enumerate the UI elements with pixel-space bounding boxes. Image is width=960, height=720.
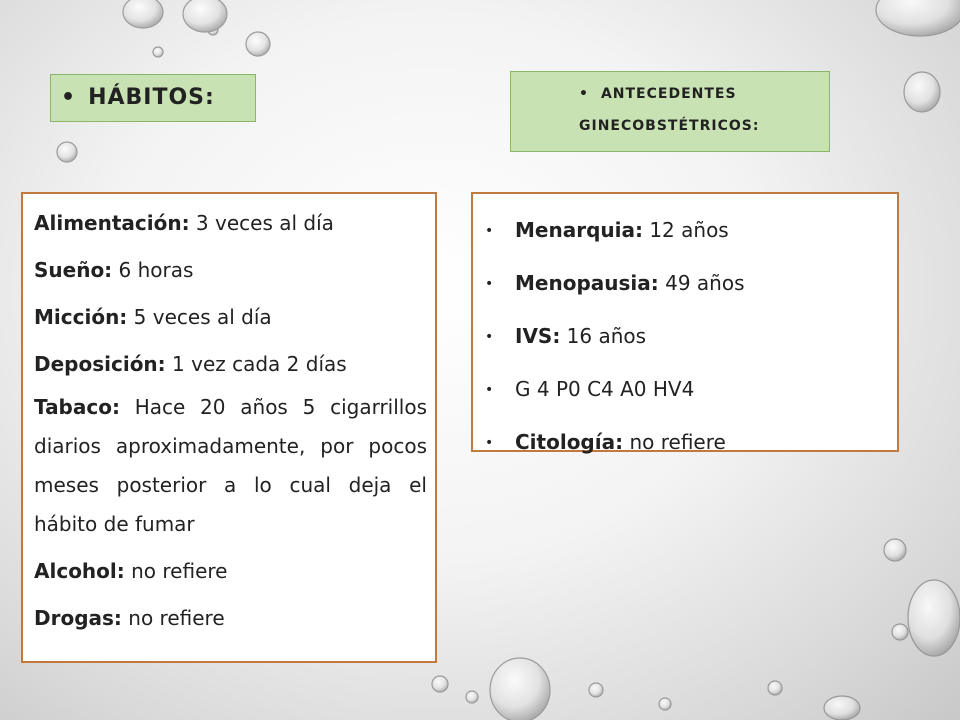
item-value: 16 años (560, 324, 647, 348)
list-item (483, 310, 897, 363)
list-item (483, 416, 897, 469)
list-item (34, 548, 427, 595)
list-item (483, 363, 897, 416)
item-value: 1 vez cada 2 días (165, 352, 347, 376)
item-value: 3 veces al día (189, 211, 334, 235)
list-item (34, 247, 427, 294)
gineco-title-line2: GINECOBSTÉTRICOS: (579, 118, 760, 134)
item-value: 5 veces al día (127, 305, 272, 329)
bullet-icon: • (485, 276, 494, 292)
list-item (483, 204, 897, 257)
item-term: Menarquia: (515, 218, 643, 242)
item-value: 49 años (658, 271, 745, 295)
bullet-icon: • (485, 329, 494, 345)
item-value: no refiere (124, 559, 228, 583)
list-item (34, 595, 427, 642)
gineco-header (510, 71, 830, 152)
item-term: Micción: (34, 305, 128, 329)
item-term: Alcohol: (34, 559, 125, 583)
item-term: Sueño: (34, 258, 113, 282)
item-term: Deposición: (34, 352, 166, 376)
item-value: no refiere (121, 606, 225, 630)
bullet-icon: • (579, 86, 589, 102)
gineco-title-line1: ANTECEDENTES (600, 86, 737, 102)
list-item (34, 388, 427, 544)
list-item (34, 341, 427, 388)
item-term: Drogas: (34, 606, 122, 630)
list-item (34, 200, 427, 247)
list-item (483, 257, 897, 310)
item-term: IVS: (515, 324, 561, 348)
habitos-title: HÁBITOS: (88, 85, 215, 110)
gineco-list (483, 204, 897, 469)
item-value: Hace 20 años 5 cigarrillos diarios aproximadamente, por pocos meses posterior a lo cual deja el hábito de fumar (34, 395, 427, 536)
bullet-icon: • (61, 85, 77, 110)
item-term: Alimentación: (34, 211, 190, 235)
item-value: 12 años (642, 218, 729, 242)
item-term: Menopausia: (515, 271, 659, 295)
bullet-icon: • (485, 382, 494, 398)
habitos-content-box (21, 192, 437, 663)
habitos-header (50, 74, 256, 122)
list-item (34, 294, 427, 341)
gineco-content-box (471, 192, 899, 452)
item-value: 6 horas (112, 258, 194, 282)
item-value: G 4 P0 C4 A0 HV4 (515, 377, 695, 401)
item-term: Tabaco: (34, 395, 120, 419)
item-term: Citología: (515, 430, 624, 454)
bullet-icon: • (485, 223, 494, 239)
item-value: no refiere (623, 430, 726, 454)
bullet-icon: • (485, 435, 494, 451)
